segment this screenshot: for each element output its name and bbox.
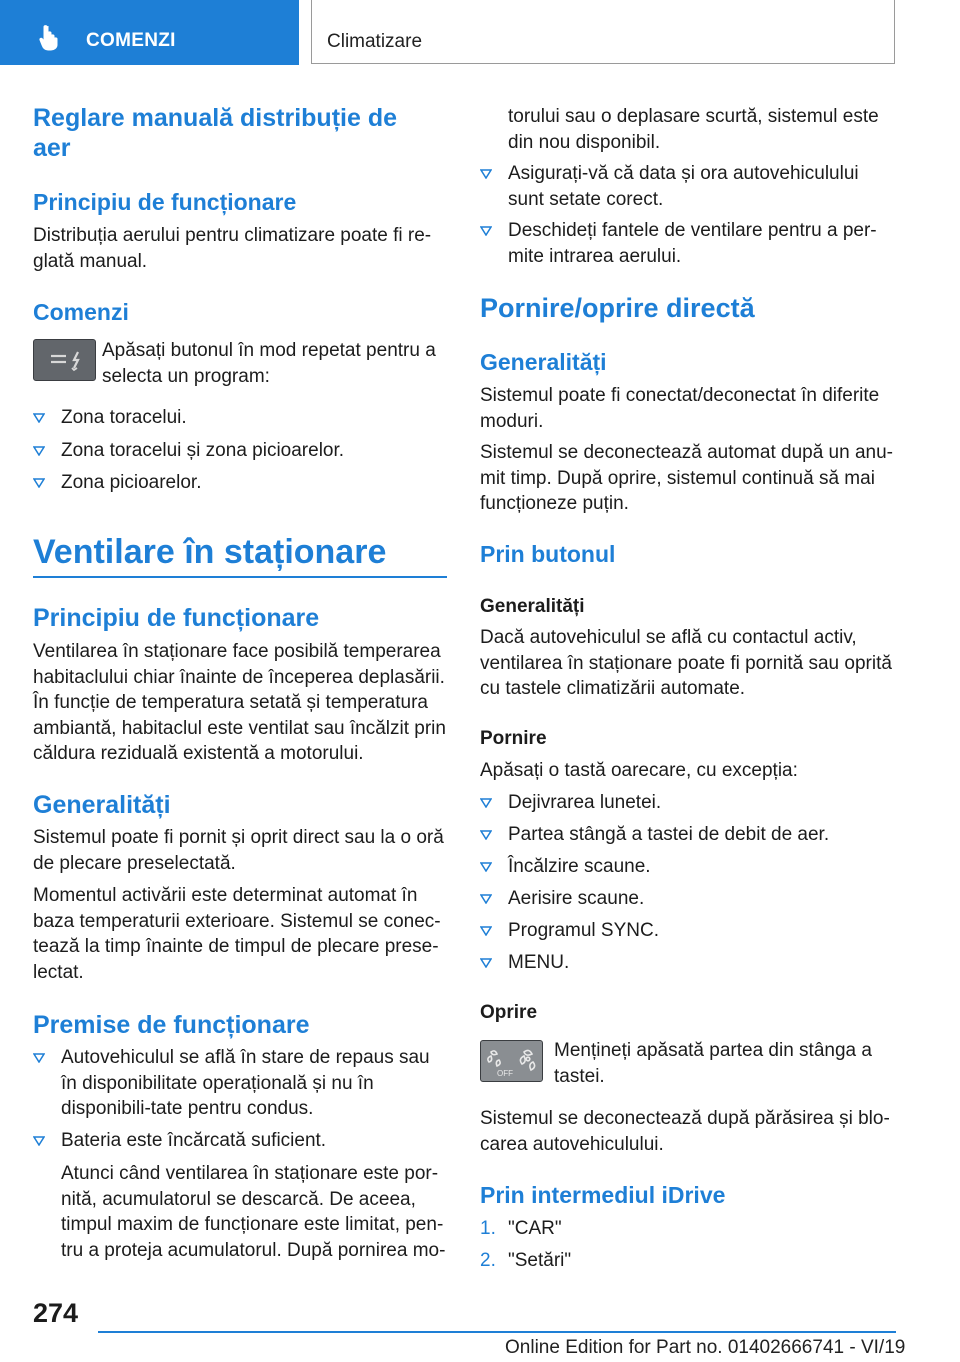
heading-comenzi: Comenzi	[33, 299, 129, 325]
list-item: Dejivrarea lunetei.	[480, 790, 895, 816]
triangle-bullet-icon	[480, 169, 492, 179]
page-number: 274	[33, 1298, 79, 1328]
section-tab-label: COMENZI	[86, 30, 176, 51]
paragraph-generalitati-right-2: Sistemul se deconectează automat după un anu-mit timp. După oprire, sistemul continuă să mai funcționeze puțin.	[480, 442, 893, 514]
list-item: Zona toracelui și zona picioarelor.	[33, 438, 447, 464]
triangle-bullet-icon	[33, 478, 45, 488]
heading-prin-butonul: Prin butonul	[480, 541, 616, 567]
footer-divider	[98, 1331, 896, 1333]
heading-generalitati: Generalități	[33, 791, 171, 819]
triangle-bullet-icon	[480, 862, 492, 872]
heading-idrive: Prin intermediul iDrive	[480, 1182, 726, 1208]
paragraph-generalitati-right-1: Sistemul poate fi conectat/deconectat în diferite moduri.	[480, 385, 880, 432]
paragraph-premise-note: Atunci când ventilarea în staționare este por-nită, acumulatorul se descarcă. De aceea, timpul maxim de funcționare este limitat, pen-tru a proteja acumulatorul. După pornirea mo-	[61, 1163, 446, 1261]
triangle-bullet-icon	[33, 446, 45, 456]
list-item: Aerisire scaune.	[480, 886, 895, 912]
paragraph-principiu-2: Ventilarea în staționare face posibilă temperarea habitaclului chiar înainte de începerea deplasării. În funcție de temperatura setată și temperatura ambiantă, habitaclul este ventilat sau încălzit prin căldura reziduală existentă a motorului.	[33, 641, 446, 764]
list-item: 2. "Setări"	[480, 1250, 572, 1271]
chapter-title: Climatizare	[327, 31, 423, 52]
triangle-bullet-icon	[480, 226, 492, 236]
heading-pornire-oprire: Pornire/oprire directă	[480, 293, 755, 323]
list-item: Încălzire scaune.	[480, 854, 895, 880]
heading-principiu-1: Principiu de funcționare	[33, 189, 297, 215]
paragraph-pornire: Apăsați o tastă oarecare, cu excepția:	[480, 760, 798, 781]
list-item: Zona picioarelor.	[33, 470, 447, 496]
triangle-bullet-icon	[480, 958, 492, 968]
heading-reglare: Reglare manuală distribuție de aer	[33, 104, 397, 162]
triangle-bullet-icon	[33, 413, 45, 423]
section-divider	[33, 576, 447, 578]
pointing-hand-icon	[38, 24, 66, 52]
triangle-bullet-icon	[480, 830, 492, 840]
subheading-pornire: Pornire	[480, 728, 547, 749]
paragraph-deconectare: Sistemul se deconectează după părăsirea și blo-carea autovehiculului.	[480, 1108, 890, 1155]
section-tab[interactable]	[0, 0, 299, 65]
paragraph-principiu-1: Distribuția aerului pentru climatizare poate fi re-glată manual.	[33, 225, 432, 272]
edition-text: Online Edition for Part no. 01402666741 - VI/19	[505, 1337, 906, 1358]
list-item: Programul SYNC.	[480, 918, 895, 944]
list-item: Asigurați-vă că data și ora autovehiculului sunt setate corect.	[480, 161, 895, 215]
triangle-bullet-icon	[33, 1053, 45, 1063]
list-item: Bateria este încărcată suficient.	[33, 1128, 447, 1156]
heading-premise: Premise de funcționare	[33, 1011, 310, 1039]
triangle-bullet-icon	[480, 798, 492, 808]
paragraph-prin-butonul: Dacă autovehiculul se află cu contactul activ, ventilarea în staționare poate fi pornită sau oprită cu tastele climatizării automate.	[480, 627, 892, 699]
triangle-bullet-icon	[33, 1136, 45, 1146]
svg-text:OFF: OFF	[497, 1069, 513, 1078]
list-item: Autovehiculul se află în stare de repaus sau în disponibilitate operațională și nu în disponibili-tate pentru condus.	[33, 1045, 447, 1125]
paragraph-oprire: Mențineți apăsată partea din stânga a tastei.	[554, 1040, 872, 1087]
subheading-oprire: Oprire	[480, 1002, 538, 1023]
list-item: MENU.	[480, 950, 895, 976]
fan-off-button-icon	[480, 1040, 543, 1082]
subheading-generalitati: Generalități	[480, 596, 585, 617]
page-header	[311, 0, 895, 64]
triangle-bullet-icon	[480, 926, 492, 936]
list-item: Partea stângă a tastei de debit de aer.	[480, 822, 895, 848]
paragraph-generalitati-2: Momentul activării este determinat automat în baza temperaturii exterioare. Sistemul se conec-tează la timp înainte de timpul de plecare prese-lectat.	[33, 885, 441, 983]
heading-principiu-2: Principiu de funcționare	[33, 604, 320, 632]
heading-ventilare: Ventilare în staționare	[33, 533, 387, 571]
list-item: Deschideți fantele de ventilare pentru a per-mite intrarea aerului.	[480, 218, 895, 272]
list-item: 1. "CAR"	[480, 1218, 562, 1239]
triangle-bullet-icon	[480, 894, 492, 904]
paragraph-continuation: torului sau o deplasare scurtă, sistemul este din nou disponibil.	[508, 106, 879, 153]
air-distribution-button-icon	[33, 339, 96, 381]
list-item: Zona toracelui.	[33, 405, 447, 431]
paragraph-generalitati-1: Sistemul poate fi pornit și oprit direct sau la o oră de plecare preselectată.	[33, 827, 444, 874]
heading-generalitati-right: Generalități	[480, 349, 607, 375]
paragraph-comenzi: Apăsați butonul în mod repetat pentru a selecta un program:	[102, 340, 436, 387]
